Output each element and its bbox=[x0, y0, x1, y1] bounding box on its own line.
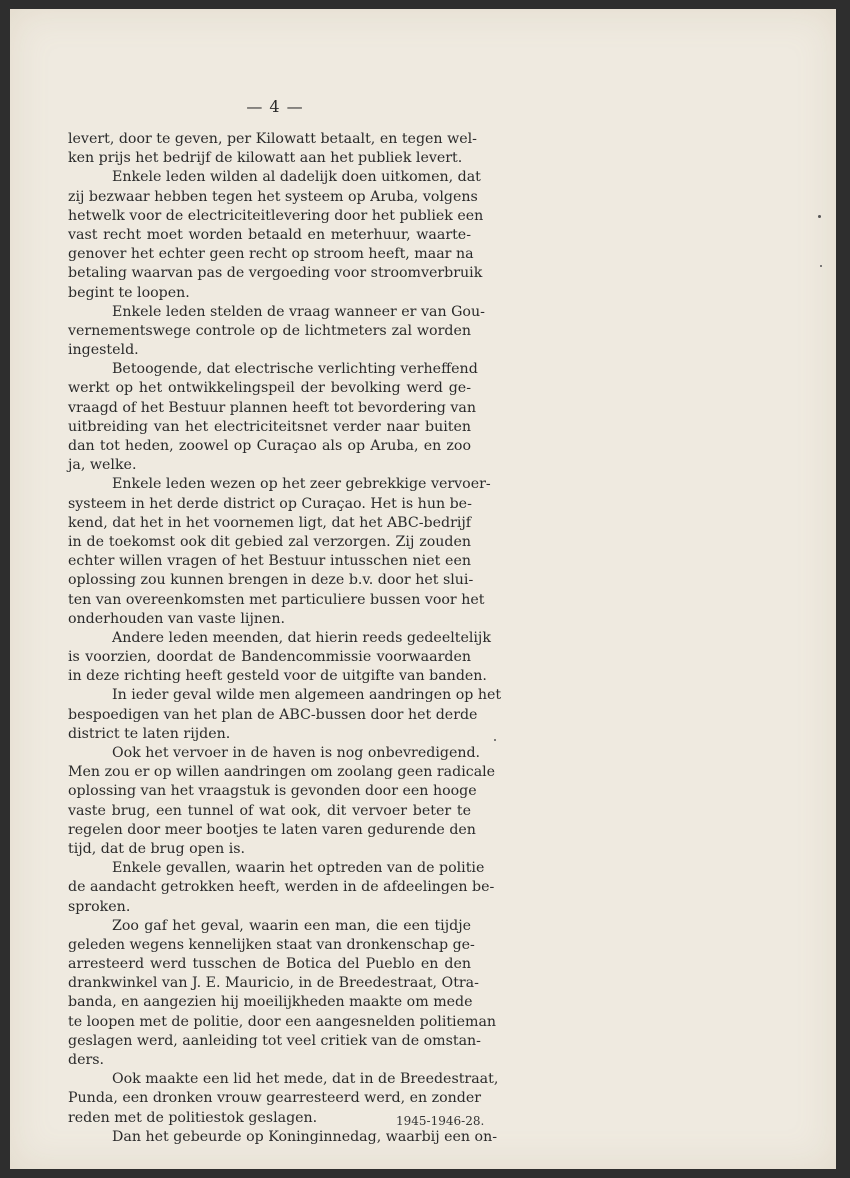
paper-speck bbox=[820, 265, 822, 267]
text-line: in deze richting heeft gesteld voor de uitgifte van banden. bbox=[68, 668, 487, 685]
text-line: vernementswege controle op de lichtmeters zal worden bbox=[68, 322, 471, 339]
text-line: Enkele leden wezen op het zeer gebrekkige vervoer- bbox=[112, 476, 491, 493]
text-line: vast recht moet worden betaald en meterhuur, waarte- bbox=[68, 226, 471, 243]
text-line: begint te loopen. bbox=[68, 284, 190, 301]
text-line: ders. bbox=[68, 1052, 105, 1068]
text-line: kend, dat het in het voornemen ligt, dat het ABC-bedrijf bbox=[68, 514, 472, 531]
text-line: te loopen met de politie, door een aangesnelden politieman bbox=[68, 1013, 497, 1030]
text-line: Enkele leden stelden de vraag wanneer er van Gou- bbox=[112, 303, 485, 320]
text-line: geslagen werd, aanleiding tot veel critiek van de omstan- bbox=[68, 1032, 481, 1049]
text-line: bespoedigen van het plan de ABC-bussen door het derde bbox=[68, 706, 478, 723]
text-line: in de toekomst ook dit gebied zal verzorgen. Zij zouden bbox=[68, 533, 471, 550]
paragraph bbox=[68, 130, 477, 168]
text-line: In ieder geval wilde men algemeen aandringen op het bbox=[112, 687, 502, 704]
text-line: vraagd of het Bestuur plannen heeft tot bevordering van bbox=[68, 399, 477, 416]
text-line: geleden wegens kennelijken staat van dronkenschap ge- bbox=[68, 936, 475, 953]
text-line: vaste brug, een tunnel of wat ook, dit vervoer beter te bbox=[68, 802, 471, 819]
text-line: drankwinkel van J. E. Mauricio, in de Breedestraat, Otra- bbox=[68, 975, 479, 992]
paragraph bbox=[68, 744, 496, 859]
text-line: de aandacht getrokken heeft, werden in de afdeelingen be- bbox=[68, 879, 495, 896]
text-line: ja, welke. bbox=[68, 457, 137, 474]
text-line: Ook maakte een lid het mede, dat in de Breedestraat, bbox=[112, 1071, 499, 1088]
paragraph bbox=[68, 303, 485, 361]
body-text bbox=[68, 130, 502, 1147]
document-reference: 1945-1946-28. bbox=[396, 1114, 485, 1128]
text-line: uitbreiding van het electriciteitsnet verder naar buiten bbox=[68, 418, 471, 435]
text-line: ingesteld. bbox=[68, 342, 139, 359]
paragraph bbox=[68, 686, 502, 744]
text-line: Andere leden meenden, dat hierin reeds gedeeltelijk bbox=[112, 629, 491, 646]
paper-speck bbox=[494, 739, 496, 741]
text-line: tijd, dat de brug open is. bbox=[68, 840, 246, 857]
paragraph bbox=[68, 168, 484, 302]
text-line: ten van overeenkomsten met particuliere bussen voor het bbox=[68, 591, 485, 608]
text-line: regelen door meer bootjes te laten varen gedurende den bbox=[68, 821, 476, 838]
text-line: reden met de politiestok geslagen. bbox=[68, 1109, 318, 1126]
text-line: dan tot heden, zoowel op Curaçao als op Aruba, en zoo bbox=[68, 438, 471, 454]
text-line: hetwelk voor de electriciteitlevering door het publiek een bbox=[68, 207, 484, 224]
text-line: systeem in het derde district op Curaçao. Het is hun be- bbox=[68, 495, 472, 512]
text-line: sproken. bbox=[68, 898, 131, 915]
text-line: is voorzien, doordat de Bandencommissie voorwaarden bbox=[68, 649, 471, 666]
text-line: district te laten rijden. bbox=[68, 725, 231, 742]
paragraph bbox=[68, 360, 478, 475]
text-line: echter willen vragen of het Bestuur intusschen niet een bbox=[68, 553, 471, 570]
page-number: — 4 — bbox=[246, 97, 304, 116]
text-line: banda, en aangezien hij moeilijkheden maakte om mede bbox=[68, 994, 473, 1011]
text-line: werkt op het ontwikkelingspeil der bevolking werd ge- bbox=[68, 380, 471, 397]
text-line: Zoo gaf het geval, waarin een man, die een tijdje bbox=[112, 917, 471, 934]
text-line: Enkele gevallen, waarin het optreden van de politie bbox=[112, 860, 485, 877]
paragraph bbox=[68, 1128, 498, 1147]
text-line: levert, door te geven, per Kilowatt betaalt, en tegen wel- bbox=[68, 131, 477, 147]
text-line: Betoogende, dat electrische verlichting verheffend bbox=[112, 361, 478, 378]
document-page bbox=[10, 9, 836, 1169]
text-line: genover het echter geen recht op stroom heeft, maar na bbox=[68, 246, 474, 263]
text-line: Men zou er op willen aandringen om zoolang geen radicale bbox=[68, 764, 496, 781]
paper-speck bbox=[818, 215, 821, 218]
text-line: Punda, een dronken vrouw gearresteerd werd, en zonder bbox=[68, 1090, 482, 1107]
text-line: Enkele leden wilden al dadelijk doen uitkomen, dat bbox=[112, 169, 481, 186]
text-line: Ook het vervoer in de haven is nog onbevredigend. bbox=[112, 745, 481, 761]
paragraph bbox=[68, 629, 491, 687]
text-line: ken prijs het bedrijf de kilowatt aan het publiek levert. bbox=[68, 150, 463, 167]
text-line: betaling waarvan pas de vergoeding voor stroomverbruik bbox=[68, 265, 483, 282]
text-line: onderhouden van vaste lijnen. bbox=[68, 610, 286, 627]
text-line: zij bezwaar hebben tegen het systeem op Aruba, volgens bbox=[68, 188, 478, 205]
text-line: arresteerd werd tusschen de Botica del Pueblo en den bbox=[68, 956, 471, 973]
paragraph bbox=[68, 859, 495, 917]
paragraph bbox=[68, 475, 491, 629]
paragraph bbox=[68, 917, 497, 1071]
text-line: Dan het gebeurde op Koninginnedag, waarbij een on- bbox=[112, 1128, 498, 1145]
text-line: oplossing van het vraagstuk is gevonden door een hooge bbox=[68, 783, 477, 800]
text-line: oplossing zou kunnen brengen in deze b.v. door het slui- bbox=[68, 572, 474, 589]
